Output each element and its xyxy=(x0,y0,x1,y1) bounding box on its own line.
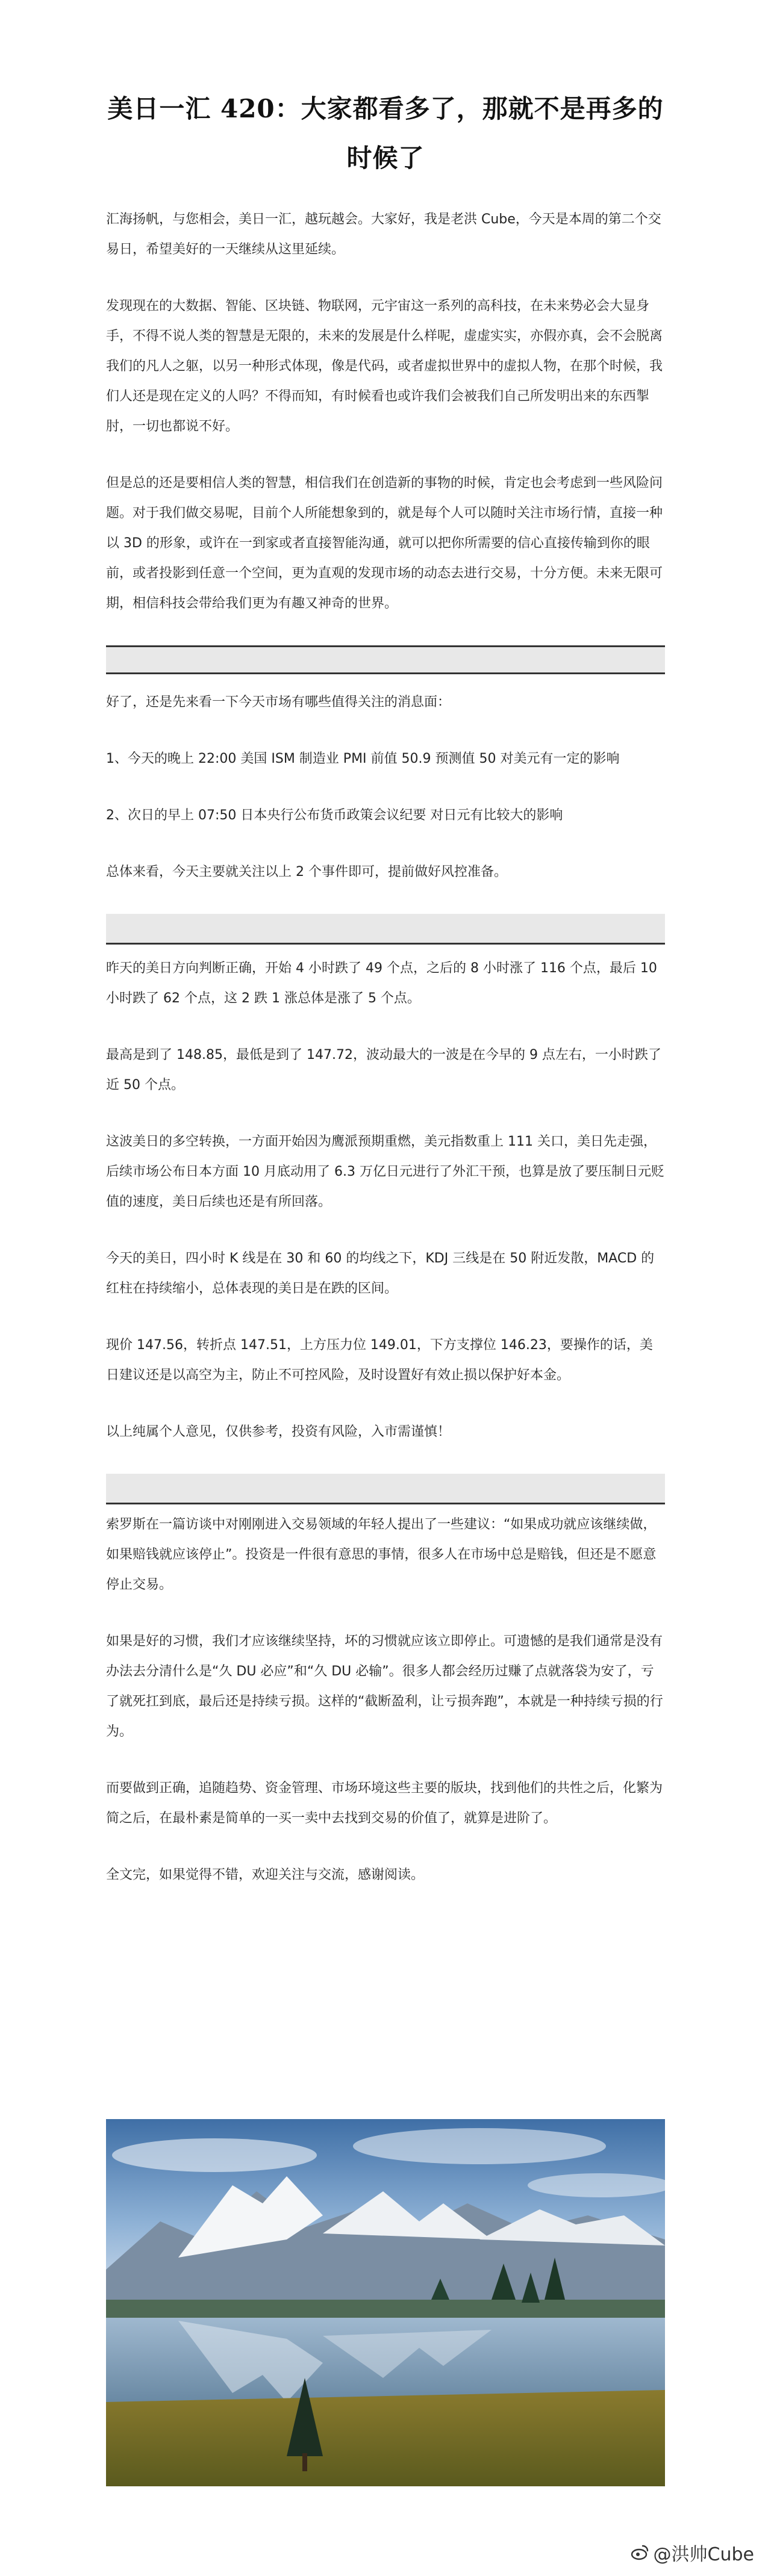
intro-paragraph-2: 发现现在的大数据、智能、区块链、物联网，元宇宙这一系列的高科技，在未来势必会大显身手，不得不说人类的智慧是无限的，未来的发展是什么样呢，虚虚实实，亦假亦真，会不会脱离我们的凡人之躯，以另一种形式体现，像是代码，或者虚拟世界中的虚拟人物，在那个时候，我们人还是现在定义的人吗？不得而知，有时候看也或许我们会被我们自己所发明出来的东西掣肘，一切也都说不好。 xyxy=(106,299,663,434)
news-summary: 总体来看，今天主要就关注以上 2 个事件即可，提前做好风控准备。 xyxy=(106,864,507,880)
closing-paragraph-4: 全文完，如果觉得不错，欢迎关注与交流，感谢阅读。 xyxy=(106,1867,425,1882)
news-lead: 好了，还是先来看一下今天市场有哪些值得关注的消息面： xyxy=(106,695,451,710)
section-divider xyxy=(106,1474,665,1505)
intro-paragraph-1: 汇海扬帆，与您相会，美日一汇，越玩越会。大家好，我是老洪 Cube，今天是本周的第二个交易日，希望美好的一天继续从这里延续。 xyxy=(106,212,661,257)
mountain-lake-photo xyxy=(106,2119,665,2486)
author-watermark xyxy=(629,2539,754,2566)
weibo-icon xyxy=(629,2542,650,2563)
section-divider xyxy=(106,914,665,945)
closing-paragraph-1: 索罗斯在一篇访谈中对刚刚进入交易领域的年轻人提出了一些建议：“如果成功就应该继续做，如果赔钱就应该停止”。投资是一件很有意思的事情，很多人在市场中总是赔钱，但还是不愿意停止交易。 xyxy=(106,1517,657,1592)
analysis-paragraph-4: 今天的美日，四小时 K 线是在 30 和 60 的均线之下，KDJ 三线是在 50 附近发散，MACD 的红柱在持续缩小，总体表现的美日是在跌的区间。 xyxy=(106,1251,655,1296)
watermark-text: @洪帅Cube xyxy=(653,2544,754,2565)
article-title: 美日一汇 420：大家都看多了，那就不是再多的时候了 xyxy=(107,94,664,173)
analysis-paragraph-5: 现价 147.56，转折点 147.51，上方压力位 149.01，下方支撑位 146.23，要操作的话，美日建议还是以高空为主，防止不可控风险，及时设置好有效止损以保护好本金。 xyxy=(106,1338,653,1383)
analysis-paragraph-2: 最高是到了 148.85，最低是到了 147.72，波动最大的一波是在今早的 9 点左右，一小时跌了近 50 个点。 xyxy=(106,1047,661,1093)
analysis-paragraph-3: 这波美日的多空转换，一方面开始因为鹰派预期重燃，美元指数重上 111 关口，美日先走强，后续市场公布日本方面 10 月底动用了 6.3 万亿日元进行了外汇干预，也算是放了要压制日元贬值的速度，美日后续也还是有所回落。 xyxy=(106,1134,664,1209)
disclaimer: 以上纯属个人意见，仅供参考，投资有风险，入市需谨慎！ xyxy=(106,1424,451,1439)
closing-paragraph-2: 如果是好的习惯，我们才应该继续坚持，坏的习惯就应该立即停止。可遗憾的是我们通常是没有办法去分清什么是“久 DU 必应”和“久 DU 必输”。很多人都会经历过赚了点就落袋为安了，亏了就死扛到底，最后还是持续亏损。这样的“截断盈利，让亏损奔跑”，本就是一种持续亏损的行为。 xyxy=(106,1634,663,1739)
news-item-2: 2、次日的早上 07:50 日本央行公布货币政策会议纪要 对日元有比较大的影响 xyxy=(106,808,563,823)
article xyxy=(106,0,665,1890)
news-item-1: 1、今天的晚上 22:00 美国 ISM 制造业 PMI 前值 50.9 预测值 50 对美元有一定的影响 xyxy=(106,751,620,766)
analysis-paragraph-1: 昨天的美日方向判断正确，开始 4 小时跌了 49 个点，之后的 8 小时涨了 116 个点，最后 10 小时跌了 62 个点，这 2 跌 1 涨总体是涨了 5 个点。 xyxy=(106,961,657,1006)
section-divider xyxy=(106,645,665,677)
intro-paragraph-3: 但是总的还是要相信人类的智慧，相信我们在创造新的事物的时候，肯定也会考虑到一些风险问题。对于我们做交易呢，目前个人所能想象到的，就是每个人可以随时关注市场行情，直接一种以 3D 的形象，或许在一到家或者直接智能沟通，就可以把你所需要的信心直接传输到你的眼前，或者投影到任意一个空间，更为直观的发现市场的动态去进行交易，十分方便。未来无限可期，相信科技会带给我们更为有趣又神奇的世界。 xyxy=(106,476,663,611)
closing-paragraph-3: 而要做到正确，追随趋势、资金管理、市场环境这些主要的版块，找到他们的共性之后，化繁为简之后，在最朴素是简单的一买一卖中去找到交易的价值了，就算是进阶了。 xyxy=(106,1781,663,1826)
